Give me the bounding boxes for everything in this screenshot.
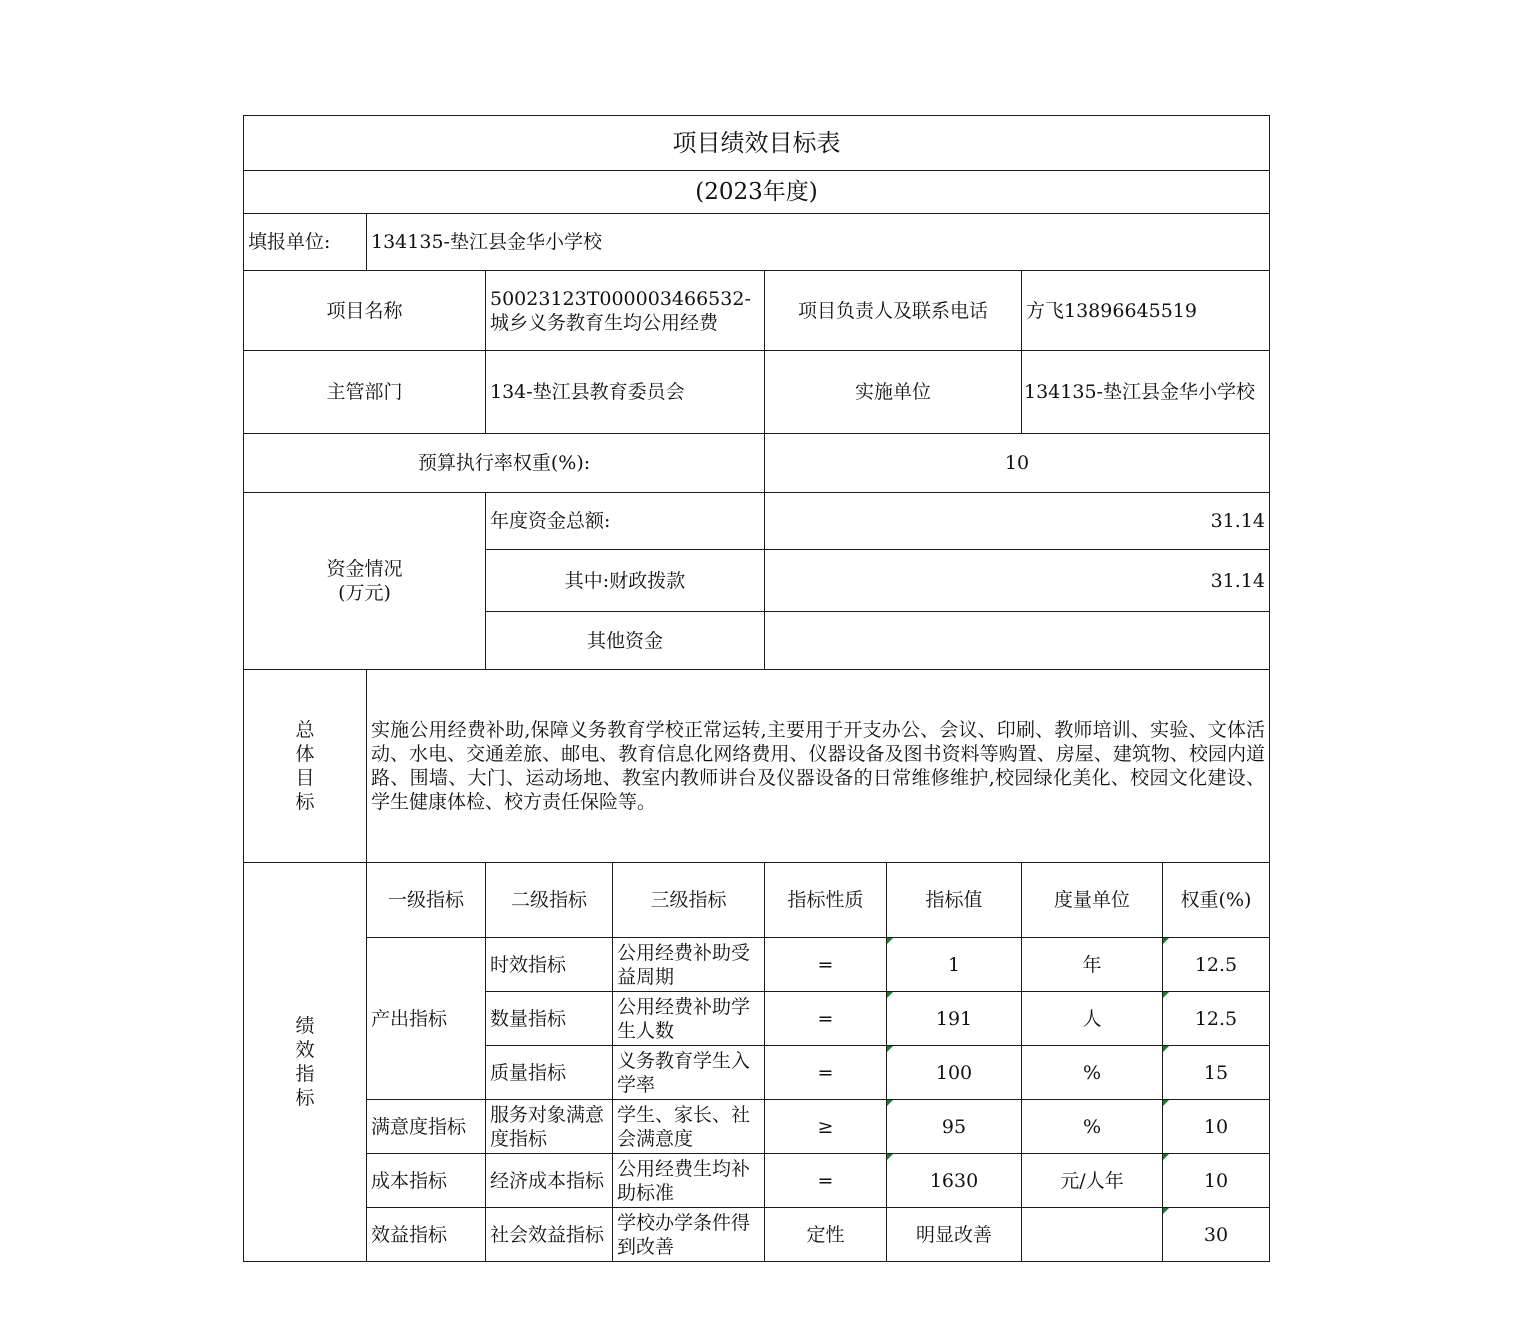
page-title: 项目绩效目标表 xyxy=(244,116,1270,171)
header-value: 指标值 xyxy=(887,863,1022,938)
funds-total-label: 年度资金总额: xyxy=(486,493,765,550)
budget-rate-label: 预算执行率权重(%): xyxy=(244,434,765,493)
department-label: 主管部门 xyxy=(244,351,486,434)
performance-target-table xyxy=(243,115,1270,1262)
unit-value: 134135-垫江县金华小学校 xyxy=(367,214,1270,271)
level3-cell: 公用经费生均补助标准 xyxy=(613,1154,765,1208)
weight-cell: 15 xyxy=(1163,1046,1270,1100)
weight-cell: 10 xyxy=(1163,1154,1270,1208)
budget-rate-value: 10 xyxy=(765,434,1270,493)
unit-cell: % xyxy=(1022,1046,1163,1100)
weight-cell: 12.5 xyxy=(1163,938,1270,992)
funds-label-cell xyxy=(244,493,486,670)
level2-cell: 质量指标 xyxy=(486,1046,613,1100)
funds-other-label: 其他资金 xyxy=(486,612,765,670)
level2-cell: 服务对象满意度指标 xyxy=(486,1100,613,1154)
goal-label-cell xyxy=(244,670,367,863)
level1-cell: 满意度指标 xyxy=(367,1100,486,1154)
header-unit: 度量单位 xyxy=(1022,863,1163,938)
value-cell: 100 xyxy=(887,1046,1022,1100)
level3-cell: 学生、家长、社会满意度 xyxy=(613,1100,765,1154)
level2-cell: 时效指标 xyxy=(486,938,613,992)
table-row xyxy=(244,938,1270,992)
value-cell: 1 xyxy=(887,938,1022,992)
funds-unit: (万元) xyxy=(338,582,391,604)
project-contact-label: 项目负责人及联系电话 xyxy=(765,271,1022,351)
impl-unit-value: 134135-垫江县金华小学校 xyxy=(1022,351,1270,434)
goal-label: 总体目标 xyxy=(295,719,315,813)
funds-fiscal-value: 31.14 xyxy=(765,550,1270,612)
header-nature: 指标性质 xyxy=(765,863,887,938)
funds-other-value xyxy=(765,612,1270,670)
unit-cell: % xyxy=(1022,1100,1163,1154)
level3-cell: 公用经费补助学生人数 xyxy=(613,992,765,1046)
table-row xyxy=(244,1154,1270,1208)
weight-cell: 30 xyxy=(1163,1208,1270,1262)
header-level1: 一级指标 xyxy=(367,863,486,938)
goal-text: 实施公用经费补助,保障义务教育学校正常运转,主要用于开支办公、会议、印刷、教师培训、实验、文体活动、水电、交通差旅、邮电、教育信息化网络费用、仪器设备及图书资料等购置、房屋、建筑物、校园内道路、围墙、大门、运动场地、教室内教师讲台及仪器设备的日常维修维护,校园绿化美化、校园文化建设、学生健康体检、校方责任保险等。 xyxy=(367,670,1270,863)
header-level3: 三级指标 xyxy=(613,863,765,938)
value-cell: 明显改善 xyxy=(887,1208,1022,1262)
year-subtitle: (2023年度) xyxy=(244,171,1270,214)
nature-cell: = xyxy=(765,992,887,1046)
nature-cell: = xyxy=(765,1154,887,1208)
nature-cell: = xyxy=(765,1046,887,1100)
level2-cell: 社会效益指标 xyxy=(486,1208,613,1262)
table-row xyxy=(244,1208,1270,1262)
level1-cell: 效益指标 xyxy=(367,1208,486,1262)
level1-cell: 产出指标 xyxy=(367,938,486,1100)
weight-cell: 12.5 xyxy=(1163,992,1270,1046)
value-cell: 191 xyxy=(887,992,1022,1046)
indicators-label: 绩效指标 xyxy=(295,1015,315,1109)
department-value: 134-垫江县教育委员会 xyxy=(486,351,765,434)
nature-cell: = xyxy=(765,938,887,992)
table-row xyxy=(244,1100,1270,1154)
project-name-label: 项目名称 xyxy=(244,271,486,351)
nature-cell: 定性 xyxy=(765,1208,887,1262)
unit-label: 填报单位: xyxy=(244,214,367,271)
impl-unit-label: 实施单位 xyxy=(765,351,1022,434)
funds-label: 资金情况 xyxy=(326,558,403,580)
project-name-value: 50023123T000003466532-城乡义务教育生均公用经费 xyxy=(486,271,765,351)
weight-cell: 10 xyxy=(1163,1100,1270,1154)
header-weight: 权重(%) xyxy=(1163,863,1270,938)
header-level2: 二级指标 xyxy=(486,863,613,938)
unit-cell: 年 xyxy=(1022,938,1163,992)
value-cell: 95 xyxy=(887,1100,1022,1154)
indicators-label-cell xyxy=(244,863,367,1262)
funds-total-value: 31.14 xyxy=(765,493,1270,550)
funds-fiscal-label: 其中:财政拨款 xyxy=(486,550,765,612)
level3-cell: 义务教育学生入学率 xyxy=(613,1046,765,1100)
level3-cell: 学校办学条件得到改善 xyxy=(613,1208,765,1262)
value-cell: 1630 xyxy=(887,1154,1022,1208)
level2-cell: 数量指标 xyxy=(486,992,613,1046)
project-contact-value: 方飞13896645519 xyxy=(1022,271,1270,351)
level3-cell: 公用经费补助受益周期 xyxy=(613,938,765,992)
unit-cell: 元/人年 xyxy=(1022,1154,1163,1208)
level1-cell: 成本指标 xyxy=(367,1154,486,1208)
level2-cell: 经济成本指标 xyxy=(486,1154,613,1208)
nature-cell: ≥ xyxy=(765,1100,887,1154)
unit-cell: 人 xyxy=(1022,992,1163,1046)
unit-cell xyxy=(1022,1208,1163,1262)
